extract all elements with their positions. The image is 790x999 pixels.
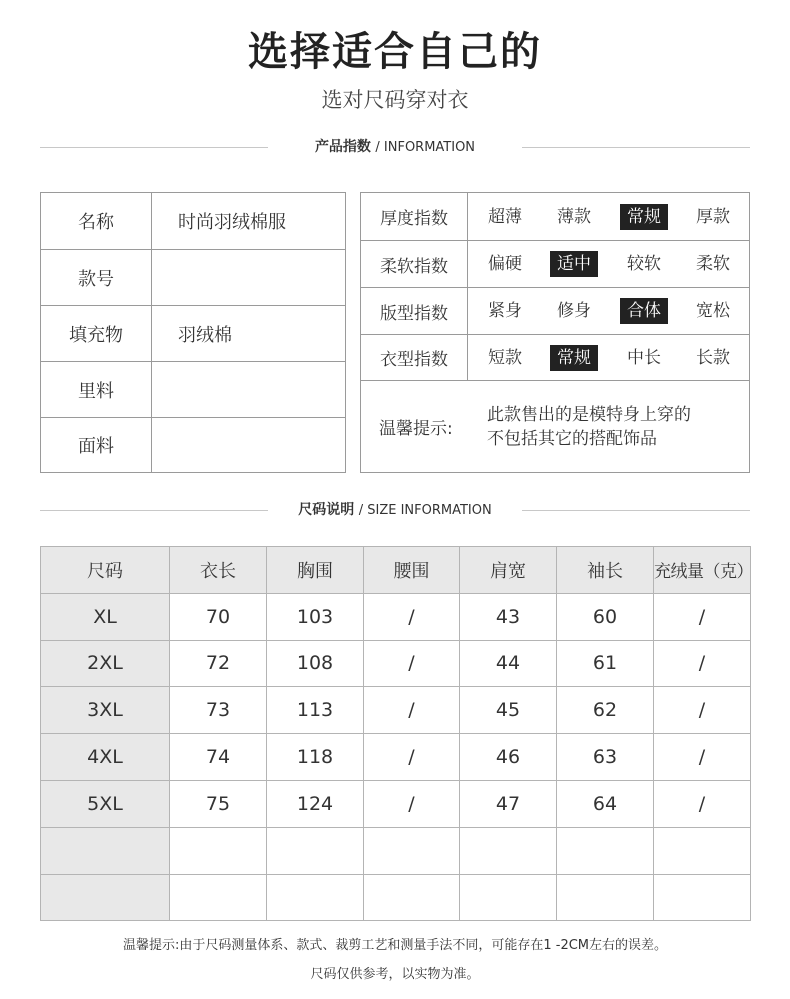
table-header-cell: 胸围 [267,547,364,594]
index-label: 柔软指数 [361,241,468,287]
product-index-table [360,192,750,473]
index-option: 厚款 [696,206,730,227]
info-row [41,193,345,249]
index-row-fit [361,287,749,334]
info-label: 填充物 [41,306,152,361]
table-cell: / [364,687,460,734]
table-cell [557,874,654,921]
table-cell: 62 [557,687,654,734]
footer-note: 温馨提示:由于尺码测量体系、款式、裁剪工艺和测量手法不同，可能存在1 -2CM左右的误差。 [122,938,668,953]
table-cell: / [364,593,460,640]
page-title: 选择适合自己的 [248,29,542,75]
table-header-cell: 袖长 [557,547,654,594]
page-subtitle: 选对尺码穿对衣 [321,88,469,112]
section-title-zh: 尺码说明 [298,502,355,518]
table-row [41,640,751,687]
table-row [41,827,751,874]
index-row-length [361,334,749,380]
index-label: 衣型指数 [361,335,468,380]
table-cell [654,874,751,921]
table-cell: / [654,687,751,734]
table-header-cell: 衣长 [170,547,267,594]
index-option: 宽松 [696,301,730,321]
table-cell: / [364,780,460,827]
size-cell: XL [41,593,170,640]
table-cell: 72 [170,640,267,687]
table-header-row [41,547,751,594]
index-option-selected: 适中 [550,251,598,277]
table-header-cell: 尺码 [41,547,170,594]
info-row [41,361,345,417]
table-cell [460,827,557,874]
info-value: 时尚羽绒棉服 [178,212,286,233]
tip-label: 温馨提示: [379,419,453,439]
table-cell [557,827,654,874]
footer-note: 尺码仅供参考，以实物为准。 [310,967,480,982]
table-row [41,593,751,640]
info-row [41,249,345,305]
size-table [40,546,751,921]
tip-row [361,380,749,472]
table-cell: / [364,640,460,687]
table-cell: 70 [170,593,267,640]
table-row [41,734,751,781]
table-cell [364,827,460,874]
tip-line: 不包括其它的搭配饰品 [487,428,657,449]
table-header-cell: 肩宽 [460,547,557,594]
info-label: 名称 [41,193,152,249]
table-row [41,687,751,734]
table-cell: 46 [460,734,557,781]
table-cell: 64 [557,780,654,827]
table-cell: / [654,640,751,687]
index-option: 柔软 [696,254,730,274]
tip-line: 此款售出的是模特身上穿的 [487,404,691,425]
index-option: 较软 [627,254,661,274]
table-cell [170,874,267,921]
table-cell: 44 [460,640,557,687]
info-label: 面料 [41,418,152,472]
index-row-softness [361,240,749,287]
index-label: 版型指数 [361,288,468,334]
size-cell: 2XL [41,640,170,687]
index-option-selected: 常规 [620,204,668,230]
index-option-selected: 常规 [550,345,598,371]
table-cell [267,827,364,874]
index-option-selected: 合体 [620,298,668,324]
table-cell: / [364,734,460,781]
table-cell: 73 [170,687,267,734]
index-option: 紧身 [488,301,522,321]
info-row [41,417,345,472]
table-cell [460,874,557,921]
table-cell: 47 [460,780,557,827]
info-value: 羽绒棉 [178,324,232,346]
size-cell: 4XL [41,734,170,781]
table-cell [267,874,364,921]
table-cell: / [654,780,751,827]
table-cell: 113 [267,687,364,734]
table-cell [364,874,460,921]
size-cell [41,827,170,874]
table-cell: 63 [557,734,654,781]
table-header-cell: 腰围 [364,547,460,594]
product-section-header [40,137,750,157]
index-option: 修身 [557,301,591,321]
info-row [41,305,345,361]
table-cell: 124 [267,780,364,827]
table-cell: 74 [170,734,267,781]
index-option: 薄款 [557,206,591,227]
size-cell [41,874,170,921]
product-info-table [40,192,346,473]
table-cell: 61 [557,640,654,687]
info-label: 款号 [41,250,152,305]
index-option: 短款 [488,347,522,368]
table-cell: 60 [557,593,654,640]
index-label: 厚度指数 [361,193,468,240]
index-option: 长款 [696,347,730,368]
table-cell: 108 [267,640,364,687]
info-label: 里料 [41,362,152,417]
table-row [41,874,751,921]
index-option: 偏硬 [488,254,522,274]
table-cell: 45 [460,687,557,734]
table-cell: 75 [170,780,267,827]
table-row [41,780,751,827]
index-option: 中长 [627,347,661,368]
table-cell: / [654,593,751,640]
table-cell: 118 [267,734,364,781]
table-header-cell: 充绒量（克） [654,547,751,594]
table-cell [170,827,267,874]
size-cell: 5XL [41,780,170,827]
index-option: 超薄 [488,206,522,227]
size-cell: 3XL [41,687,170,734]
index-row-thickness [361,193,749,240]
table-cell [654,827,751,874]
tip-text [487,381,691,472]
table-cell: / [654,734,751,781]
section-title-en: / SIZE INFORMATION [358,503,492,518]
section-title-en: / INFORMATION [375,140,476,155]
section-title-zh: 产品指数 [314,139,371,155]
table-cell: 103 [267,593,364,640]
table-cell: 43 [460,593,557,640]
size-section-header [40,500,750,520]
